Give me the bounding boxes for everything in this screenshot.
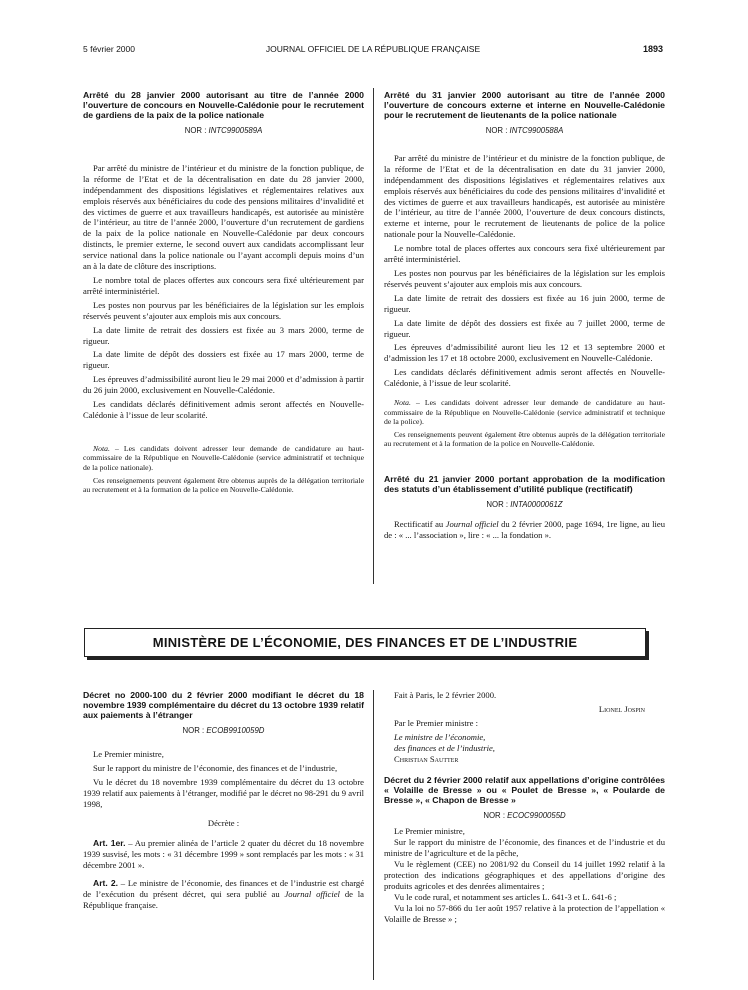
note-paragraph	[384, 398, 665, 427]
paragraph: Les épreuves d’admissibilité auront lieu le 29 mai 2000 et d’admission à partir du 26 juin 2000, exclusivement en Nouvelle-Calédonie.	[83, 374, 364, 396]
paragraph: Par arrêté du ministre de l’intérieur et du ministre de la fonction publique, de la réforme de l’Etat et de la décentralisation en date du 31 janvier 2000, indépendamment des dispositions législatives et réglementaires relatives aux emplois réservés aux bénéficiaires du code des pensions militaires d’invalidité et des victimes de guerre et aux travailleurs handicapés, est autorisée au ministère de l’intérieur, au titre de l’année 2000, l’ouverture de deux concours distincts, externe et interne, pour le recrutement de lieutenants de police de la police nationale pour la Nouvelle-Calédonie.	[384, 152, 665, 240]
decree-heading: Décret du 2 février 2000 relatif aux appellations d’origine contrôlées « Volaille de Bresse » ou « Poulet de Bresse », « Poularde de Bresse », « Chapon de Bresse »	[384, 775, 665, 806]
nor-code: ECOC9900055D	[507, 811, 566, 821]
decree-left-bottom	[83, 690, 364, 914]
journal-name: Journal officiel	[284, 888, 340, 899]
paragraph: Le Premier ministre,	[394, 826, 465, 837]
article-heading: Arrêté du 28 janvier 2000 autorisant au titre de l’année 2000 l’ouverture de concours en Nouvelle-Calédonie pour le recrutement de gardiens de la paix de la police nationale	[83, 90, 364, 120]
journal-name: Journal officiel	[445, 518, 499, 529]
paragraph: Vu le règlement (CEE) no 2081/92 du Conseil du 14 juillet 1992 relatif à la protection des indications géographiques et des appellations d’origine des produits agricoles et des denrées alimentaires ;	[384, 859, 665, 891]
nor-reference	[83, 126, 364, 137]
article-label: Art. 2.	[93, 878, 119, 889]
note-paragraph	[83, 444, 364, 473]
nor-reference	[384, 500, 665, 511]
decrete-label: Décrète :	[207, 818, 240, 829]
paragraph: La date limite de retrait des dossiers est fixée au 16 juin 2000, terme de rigueur.	[384, 292, 665, 314]
rectificatif-paragraph	[384, 519, 665, 541]
fait-line: Fait à Paris, le 2 février 2000.	[394, 690, 497, 700]
nor-reference	[83, 726, 364, 737]
paragraph: Les épreuves d’admissibilité auront lieu les 12 et 13 septembre 2000 et d’admission les 17 et 18 octobre 2000, exclusivement en Nouvelle-Calédonie.	[384, 342, 665, 364]
note-label: Nota.	[93, 443, 110, 453]
nor-label: NOR :	[485, 126, 510, 135]
nor-code: ECOB9910059D	[206, 726, 265, 735]
paragraph: La date limite de dépôt des dossiers est fixée au 7 juillet 2000, terme de rigueur.	[384, 317, 665, 339]
paragraph: Les postes non pourvus par les bénéficiaires de la législation sur les emplois réservés peuvent s’ajouter aux emplois mis aux concours.	[384, 267, 665, 289]
article-heading: Arrêté du 31 janvier 2000 autorisant au titre de l’année 2000 l’ouverture de concours externe et interne en Nouvelle-Calédonie pour le recrutement de lieutenants de la police nationale	[384, 90, 665, 120]
decree-heading: Décret no 2000-100 du 2 février 2000 modifiant le décret du 18 novembre 1939 complémentaire du décret du 13 octobre 1939 relatif aux paiements à l’étranger	[83, 690, 365, 720]
paragraph: Le Premier ministre,	[93, 748, 164, 759]
column-divider-top	[373, 88, 374, 584]
note-paragraph: Ces renseignements peuvent également être obtenus auprès de la délégation territoriale au recrutement et à la formation de la police en Nouvelle-Calédonie.	[83, 475, 364, 495]
note-paragraph: Ces renseignements peuvent également être obtenus auprès de la délégation territoriale au recrutement et à la formation de la police en Nouvelle-Calédonie.	[384, 429, 665, 449]
article-left-top	[83, 90, 364, 498]
header-journal-title: JOURNAL OFFICIEL DE LA RÉPUBLIQUE FRANÇAISE	[265, 44, 481, 54]
paragraph: Sur le rapport du ministre de l’économie, des finances et de l’industrie et du ministre de l’agriculture et de la pêche,	[384, 837, 665, 859]
paragraph: La date limite de dépôt des dossiers est fixée au 17 mars 2000, terme de rigueur.	[83, 349, 364, 371]
text-run: Rectificatif au	[394, 518, 446, 529]
article-right-top	[384, 90, 665, 544]
minister-name: Christian Sautter	[394, 753, 459, 764]
nor-label: NOR :	[184, 126, 209, 135]
minister-title: Le ministre de l’économie,	[394, 731, 486, 742]
nor-label: NOR :	[483, 811, 508, 821]
nor-code: INTC9900589A	[208, 126, 263, 135]
article-2	[83, 878, 364, 911]
paragraph: Vu le code rural, et notamment ses articles L. 641-3 et L. 641-6 ;	[394, 891, 617, 902]
nor-reference	[384, 811, 665, 822]
header-date: 5 février 2000	[83, 44, 135, 54]
nor-code: INTA0000061Z	[510, 500, 563, 509]
text-run: du 2 février 2000, page 1694, 1re ligne, au lieu de : « ... l’association », lire : « ... la fondation ».	[384, 518, 665, 540]
decree-right-bottom	[384, 690, 665, 925]
note-text: – Les candidats doivent adresser leur demande de candidature au haut-commissaire de la République en Nouvelle-Calédonie (service administratif et technique de la police).	[384, 398, 665, 427]
nor-code: INTC9900588A	[509, 126, 564, 135]
nor-reference	[384, 126, 665, 137]
article-text: – Le ministre de l’économie, des finances et de l’industrie est chargé de l’exécution du présent décret, qui sera publié au	[83, 878, 365, 899]
paragraph: Sur le rapport du ministre de l’économie, des finances et de l’industrie,	[93, 762, 338, 773]
page-header	[83, 44, 663, 58]
paragraph: Le nombre total de places offertes aux concours sera fixé ultérieurement par arrêté interministériel.	[83, 274, 364, 296]
nor-label: NOR :	[486, 500, 511, 509]
article-1	[83, 838, 364, 871]
article-label: Art. 1er.	[93, 838, 126, 849]
article-text: – Au premier alinéa de l’article 2 quater du décret du 18 novembre 1939 susvisé, les mots : « 31 décembre 1999 » sont remplacés par les mots : « 31 décembre 2001 ».	[83, 838, 364, 871]
article-heading: Arrêté du 21 janvier 2000 portant approbation de la modification des statuts d’un établissement d’utilité publique (rectificatif)	[384, 474, 665, 494]
paragraph: Vu la loi no 57-866 du 1er août 1957 relative à la protection de l’appellation « Volaille de Bresse » ;	[384, 902, 665, 924]
article-text: de la République française.	[83, 888, 364, 910]
paragraph: Par arrêté du ministre de l’intérieur et du ministre de la fonction publique, de la réforme de l’Etat et de la décentralisation en date du 28 janvier 2000, indépendamment des dispositions législatives et réglementaires relatives aux emplois réservés aux bénéficiaires du code des pensions militaires d’invalidité et des victimes de guerre et aux travailleurs handicapés, est autorisée au ministère de l’intérieur, au titre de l’année 2000, l’ouverture d’un recrutement de gardiens de la paix de la police nationale en Nouvelle-Calédonie par deux concours distincts, le premier externe, le second ouvert aux candidats accomplissant leur service national dans la police nationale ou l’ayant accompli depuis moins d’un an à la date de clôture des inscriptions.	[83, 162, 364, 272]
ministry-banner: MINISTÈRE DE L’ÉCONOMIE, DES FINANCES ET DE L’INDUSTRIE	[84, 628, 646, 657]
paragraph: Les candidats déclarés définitivement admis seront affectés en Nouvelle-Calédonie à l’issue de leur scolarité.	[83, 399, 364, 420]
paragraph: Les postes non pourvus par les bénéficiaires de la législation sur les emplois réservés peuvent s’ajouter aux emplois mis aux concours.	[83, 299, 364, 321]
paragraph: La date limite de retrait des dossiers est fixée au 3 mars 2000, terme de rigueur.	[83, 324, 364, 346]
paragraph: Vu le décret du 18 novembre 1939 complémentaire du décret du 13 octobre 1939 relatif aux paiements à l’étranger, modifié par le décret no 98-291 du 9 avril 1998,	[83, 776, 364, 809]
nor-label: NOR :	[182, 726, 207, 735]
paragraph: Le nombre total de places offertes aux concours sera fixé ultérieurement par arrêté interministériel.	[384, 243, 665, 265]
signatory-name: Lionel Jospin	[598, 703, 645, 714]
minister-title: des finances et de l’industrie,	[394, 742, 495, 753]
note-label: Nota.	[394, 398, 411, 408]
par-line: Par le Premier ministre :	[394, 717, 479, 728]
paragraph: Les candidats déclarés définitivement admis seront affectés en Nouvelle-Calédonie, à l’issue de leur scolarité.	[384, 367, 665, 389]
header-page-number: 1893	[642, 44, 663, 54]
column-divider-bottom	[373, 690, 374, 980]
note-text: – Les candidats doivent adresser leur demande de candidature au haut-commissaire de la République en Nouvelle-Calédonie (service administratif et technique de la police nationale).	[83, 443, 364, 473]
